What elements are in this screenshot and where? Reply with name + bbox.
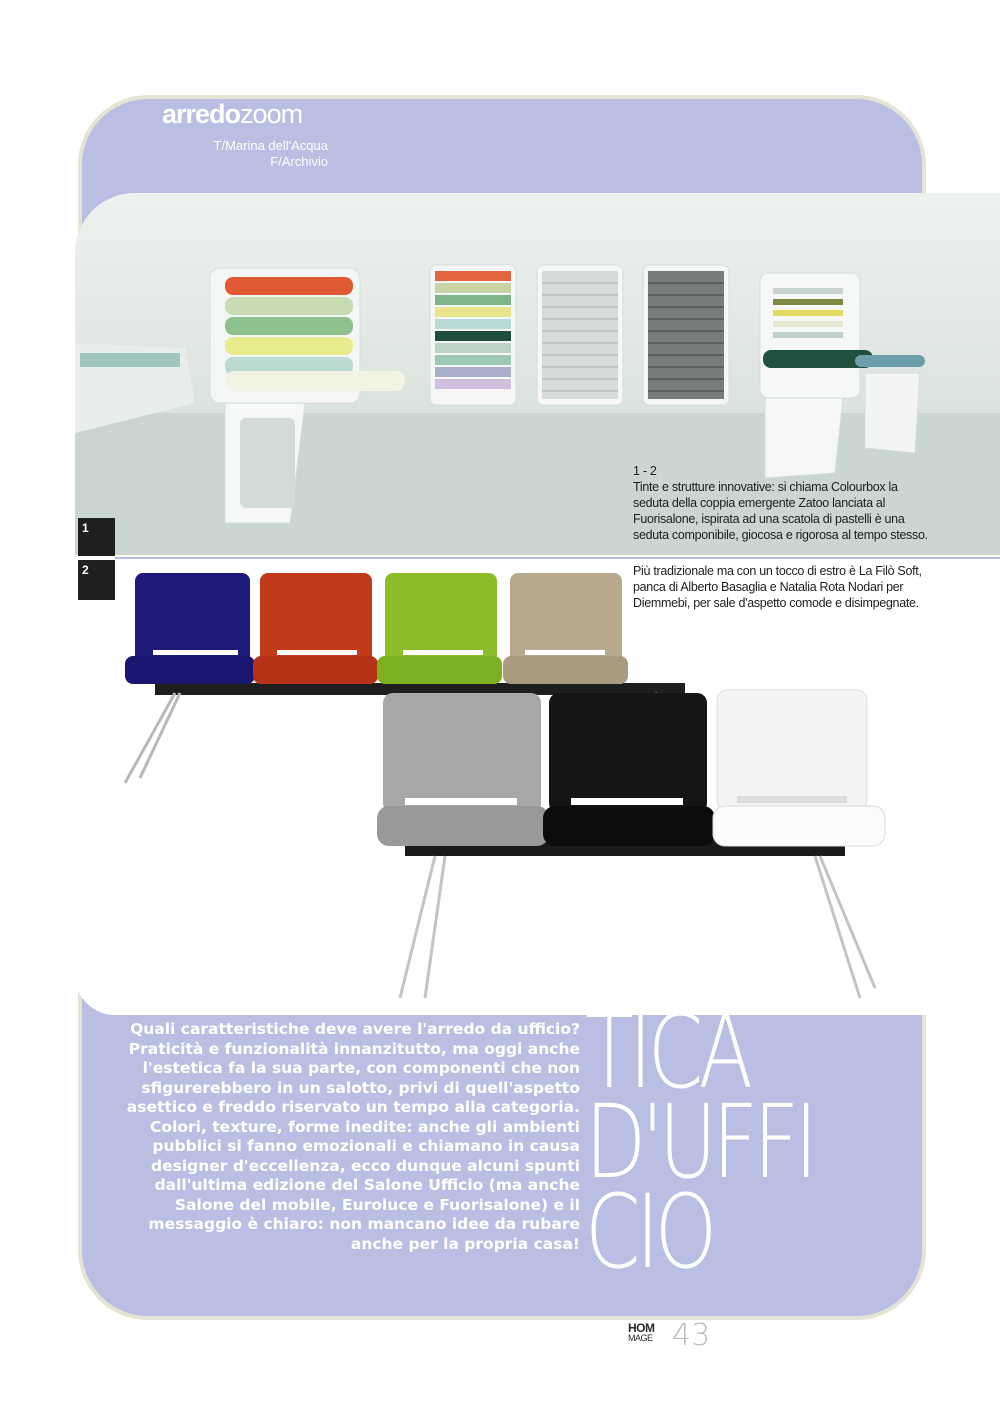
dark-grey-panel	[643, 265, 729, 405]
colour-panel-1	[430, 265, 516, 405]
author-credit: T/Marina dell'Acqua	[213, 138, 328, 153]
caption-1: 1 - 2 Tinte e strutture innovative: si chiama Colourbox la seduta della coppia emergente Zatoo lanciata al Fuorisalone, ispirata ad una scatola di pastelli è una seduta componibile, giocosa e rigorosa al tempo stesso.	[633, 464, 928, 542]
section-title-bold: arredo	[162, 99, 241, 129]
page-number: 43	[672, 1318, 711, 1353]
seat-grey	[377, 693, 549, 846]
section-title-light: zoom	[240, 99, 303, 129]
logo-top: HOM	[628, 1321, 655, 1335]
headline-line-2: TICA	[585, 993, 749, 1112]
magazine-logo	[628, 1323, 674, 1343]
seat-beige	[503, 573, 628, 684]
photo-credit: F/Archivio	[270, 154, 328, 169]
photo-label-2: 2	[78, 560, 115, 600]
photo-label-1: 1	[78, 518, 115, 556]
caption-2: Più tradizionale ma con un tocco di estro è La Filò Soft, panca di Alberto Basaglia e Natalia Rota Nodari per Diemmebi, per sale d'aspetto comode e disimpegnate.	[633, 564, 922, 610]
intro-paragraph: Quali caratteristiche deve avere l'arredo da ufficio? Praticità e funzionalità innanzitutto, ma oggi anche l'estetica fa la sua parte, con componenti che non sfigurerebbero in un salotto, privi di quell'aspetto asettico e freddo riservato un tempo alla categoria. Colori, texture, forme inedite: anche gli ambienti pubblici si fanno emozionali e chiamano in causa designer d'eccellenza, ecco dunque alcuni spunti dall'ultima edizione del Salone Ufficio (ma anche Salone del mobile, Euroluce e Fuorisalone) e il messaggio è chiaro: non mancano idee da rubare anche per la propria casa!	[126, 1020, 580, 1253]
seat-black	[543, 693, 715, 846]
seat-white	[713, 690, 885, 846]
headline-line-4: CIO	[585, 1173, 713, 1292]
logo-bottom: MAGE	[628, 1333, 653, 1343]
grey-panel	[537, 265, 623, 405]
headline	[585, 903, 878, 1292]
headline-line-3: D'UFFI	[585, 1083, 814, 1202]
photo-divider	[115, 557, 1000, 559]
headline-line-1: ESTE	[585, 903, 766, 1022]
seat-red	[253, 573, 378, 684]
seat-green	[377, 573, 502, 684]
credits	[160, 138, 328, 170]
seat-blue	[125, 573, 255, 684]
section-title	[162, 98, 302, 130]
